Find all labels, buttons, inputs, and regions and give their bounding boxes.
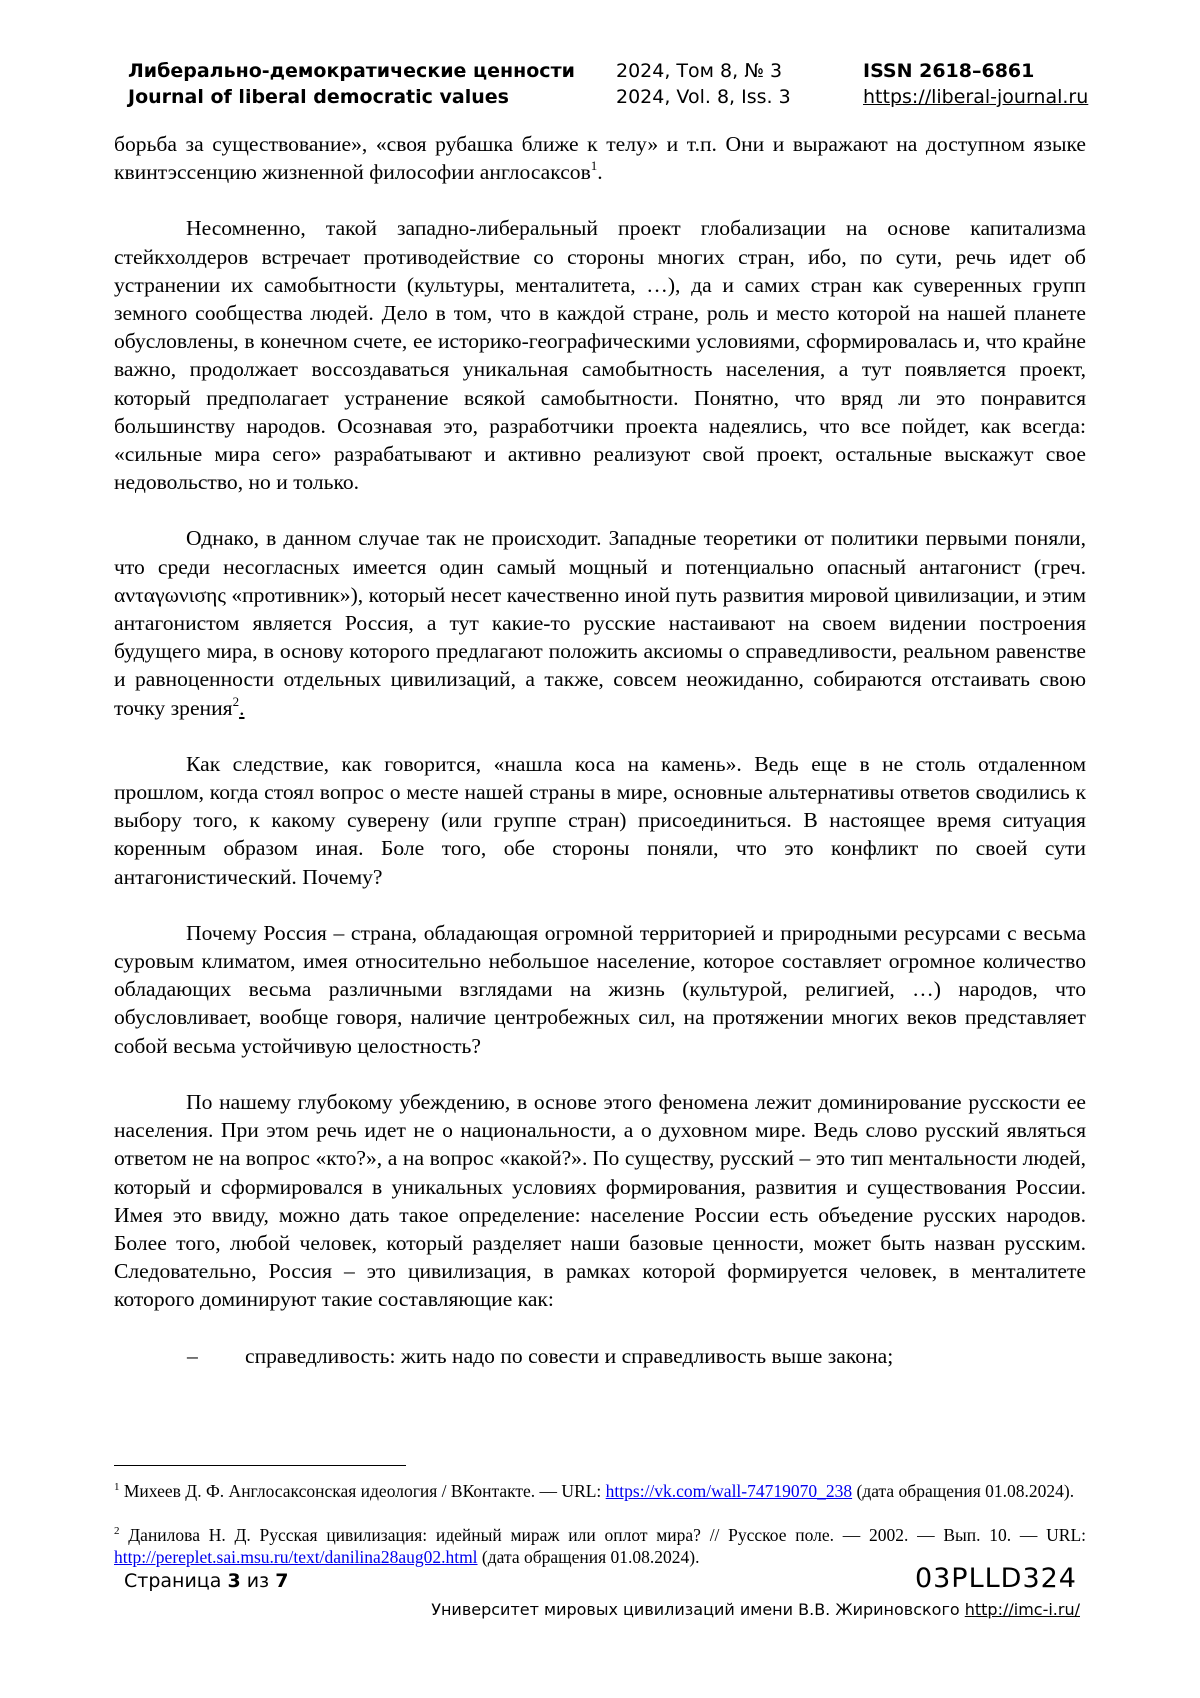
page-of: из <box>240 1570 276 1592</box>
article-code: 03PLLD324 <box>914 1563 1077 1594</box>
page-prefix: Страница <box>124 1570 228 1592</box>
paragraph: Как следствие, как говорится, «нашла коса на камень». Ведь еще в не столь отдаленном прошлом, когда стоял вопрос о месте нашей страны в мире, основные альтернативы ответов сводились к выбору того, к какому суверену (или группе стран) присоединиться. В настоящее время ситуация коренным образом иная. Боле того, обе стороны поняли, что это конфликт по своей сути антагонистический. Почему? <box>114 751 1086 889</box>
footnote-1 <box>114 1480 1086 1502</box>
issue-info-en: 2024, Vol. 8, Iss. 3 <box>616 86 791 108</box>
footnote-text: Данилова Н. Д. Русская цивилизация: идейный мираж или оплот мира? // Русское поле. — 2002. — Вып. 10. — URL: <box>119 1525 1086 1545</box>
footnote-ref-1[interactable]: 1 <box>590 158 598 174</box>
bullet-list <box>114 1342 1086 1370</box>
footnote-divider <box>114 1465 406 1466</box>
page-current: 3 <box>227 1570 241 1592</box>
issue-info <box>616 58 791 110</box>
list-dash: – <box>187 1343 198 1368</box>
page-total: 7 <box>275 1570 289 1592</box>
footnote-link[interactable]: https://vk.com/wall-74719070_238 <box>605 1481 853 1501</box>
issue-info-ru: 2024, Том 8, № 3 <box>616 60 783 82</box>
footnote-link[interactable]: http://pereplet.sai.msu.ru/text/danilina28aug02.html <box>114 1547 478 1567</box>
journal-title-ru: Либерально-демократические ценности <box>128 60 575 82</box>
footnote-number: 2 <box>114 1525 120 1537</box>
footnote-text-end: (дата обращения 01.08.2024). <box>852 1481 1075 1501</box>
paragraph-text: Однако, в данном случае так не происходит. Западные теоретики от политики первыми поняли, что среди несогласных имеется один самый мощный и потенциально опасный антагонист (греч. ανταγωνισης «противник»), который несет качественно иной путь развития мировой цивилизации, и этим антагонистом является Россия, а тут какие-то русские настаивают на своем видении построения будущего мира, в основу которого предлагают положить аксиомы о справедливости, реальном равенстве и равноценности отдельных цивилизаций, а также, совсем неожиданно, собираются отстаивать свою точку зрения <box>114 526 1086 720</box>
page-header <box>128 58 1095 110</box>
issn-block <box>863 58 1095 110</box>
list-item <box>114 1342 1086 1370</box>
footnote-number: 1 <box>114 1481 120 1493</box>
footnote-2 <box>114 1524 1086 1568</box>
footnote-text-end: (дата обращения 01.08.2024). <box>477 1547 700 1567</box>
paragraph-end: . <box>597 160 603 185</box>
paragraph: Несомненно, такой западно-либеральный проект глобализации на основе капитализма стейкхолдеров встречает противодействие со стороны многих стран, ибо, по сути, речь идет об устранении их самобытности (культуры, менталитета, …), да и самих стран как суверенных групп земного сообщества людей. Дело в том, что в каждой стране, роль и место которой на нашей планете обусловлены, в конечном счете, ее историко-географическими условиями, сформировалась и, что крайне важно, продолжает воссоздаваться уникальная самобытность населения, а тут появляется проект, который предполагает устранение всякой самобытности. Понятно, что вряд ли это понравится большинству народов. Осознавая это, разработчики проекта надеялись, что все пойдет, как всегда: «сильные мира сего» разрабатывают и активно реализуют свой проект, остальные выскажут свое недовольство, но и только. <box>114 216 1086 495</box>
footnote-ref-2[interactable]: 2 <box>232 693 240 709</box>
article-body <box>114 130 1086 1370</box>
footnote-text: Михеев Д. Ф. Англосаксонская идеология / ВКонтакте. — URL: <box>119 1481 606 1501</box>
journal-title <box>128 58 575 110</box>
issn: ISSN 2618–6861 <box>863 60 1035 82</box>
paragraph: По нашему глубокому убеждению, в основе этого феномена лежит доминирование русскости ее населения. При этом речь идет не о национальности, а о духовном мире. Ведь слово русский являться ответом не на вопрос «кто?», а на вопрос «какой?». По существу, русский – это тип ментальности людей, который и сформировался в уникальных условиях формирования, развития и существования России. Имея это ввиду, можно дать такое определение: население России есть объедение русских народов. Более того, любой человек, который разделяет наши базовые ценности, может быть назван русским. Следовательно, Россия – это цивилизация, в рамках которой формируется человек, в менталитете которого доминируют такие составляющие как: <box>114 1089 1086 1312</box>
paragraph <box>114 130 1086 186</box>
page-number <box>124 1570 288 1592</box>
university-link[interactable]: http://imc-i.ru/ <box>964 1600 1080 1619</box>
university-name: Университет мировых цивилизаций имени В.В. Жириновского <box>431 1600 965 1619</box>
university-line <box>431 1600 1080 1619</box>
journal-title-en: Journal of liberal democratic values <box>128 86 509 108</box>
list-item-text: справедливость: жить надо по совести и справедливость выше закона; <box>245 1343 894 1368</box>
paragraph <box>114 524 1086 721</box>
paragraph-text: борьба за существование», «своя рубашка ближе к телу» и т.п. Они и выражают на доступном языке квинтэссенцию жизненной философии англосаксов <box>114 132 1086 185</box>
journal-site-link[interactable]: https://liberal-journal.ru <box>863 86 1089 108</box>
paragraph-end: . <box>239 695 245 720</box>
paragraph: Почему Россия – страна, обладающая огромной территорией и природными ресурсами с весьма суровым климатом, имея относительно небольшое население, которое составляет огромное количество обладающих весьма различными взглядами на жизнь (культурой, религией, …) народов, что обусловливает, вообще говоря, наличие центробежных сил, на протяжении многих веков представляет собой весьма устойчивую целостность? <box>114 920 1086 1058</box>
